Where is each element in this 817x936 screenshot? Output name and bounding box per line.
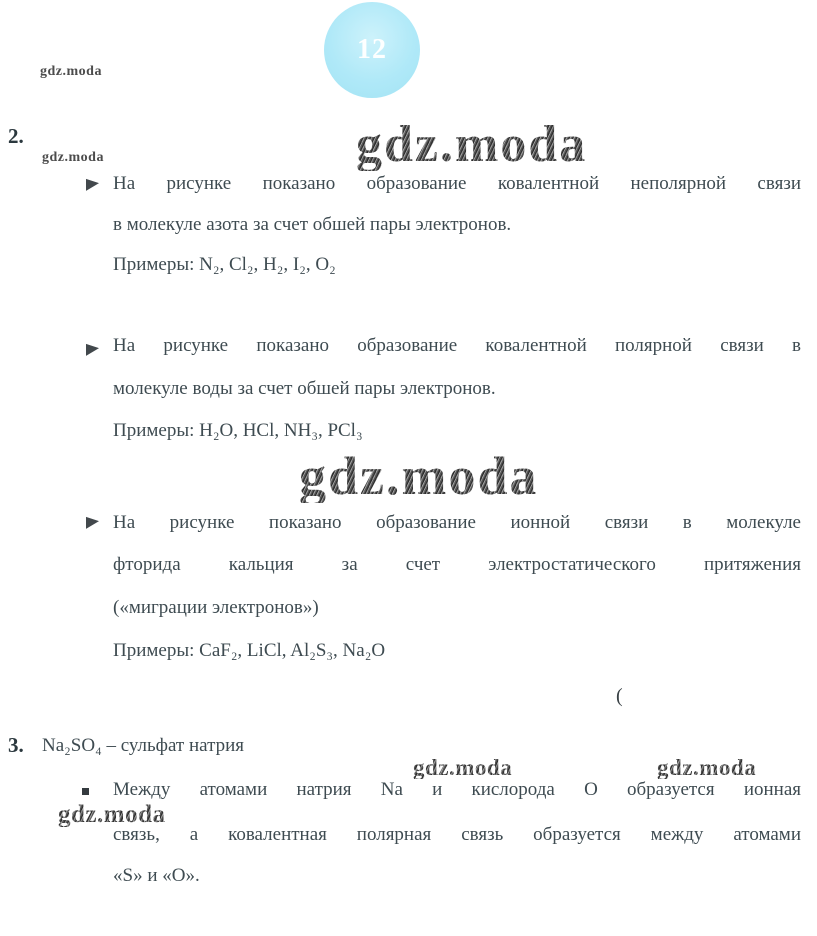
page-number: 12 — [357, 34, 387, 65]
text-line: «S» и «O». — [113, 865, 200, 886]
text-line: На рисунке показано образование ковалентной полярной связи в — [113, 335, 801, 356]
watermark-small-top: gdz.moda — [40, 64, 102, 79]
item3-title: Na₂SO₄ – сульфат натрия — [42, 735, 245, 756]
text-line-examples: Примеры: H₂O, HCl, NH₃, PCl₃ — [113, 420, 363, 441]
text-line: На рисунке показано образование ковалентной неполярной связи — [113, 173, 801, 194]
text-line: в молекуле азота за счет обшей пары электронов. — [113, 214, 512, 235]
watermark-medium-right-1: gdz.moda — [413, 755, 513, 780]
text-line: фторида кальция за счет электростатического притяжения — [113, 554, 801, 575]
arrow-bullet-icon — [86, 177, 99, 191]
list-item-number-2: 2. — [8, 124, 24, 148]
text-line: («миграции электронов») — [113, 597, 319, 618]
watermark-small-left: gdz.moda — [42, 150, 104, 165]
square-bullet-icon — [82, 788, 89, 795]
arrow-bullet-icon — [86, 342, 99, 356]
watermark-big-middle: gdz.moda — [299, 446, 539, 506]
stray-parenthesis: ( — [616, 685, 623, 707]
text-line: молекуле воды за счет обшей пары электронов. — [113, 378, 496, 399]
text-line: Между атомами натрия Na и кислорода О образуется ионная — [113, 779, 801, 800]
watermark-medium-right-2: gdz.moda — [657, 755, 757, 780]
text-line: связь, а ковалентная полярная связь образуется между атомами — [113, 824, 801, 845]
text-line-examples: Примеры: CaF₂, LiCl, Al₂S₃, Na₂O — [113, 640, 386, 661]
text-line-examples: Примеры: N₂, Cl₂, H₂, I₂, O₂ — [113, 254, 336, 275]
text-line: На рисунке показано образование ионной связи в молекуле — [113, 512, 801, 533]
watermark-medium-bottom-left: gdz.moda — [58, 801, 166, 828]
arrow-bullet-icon — [86, 515, 99, 529]
watermark-big-top: gdz.moda — [356, 116, 588, 173]
page-number-badge — [324, 2, 420, 98]
list-item-number-3: 3. — [8, 733, 24, 757]
